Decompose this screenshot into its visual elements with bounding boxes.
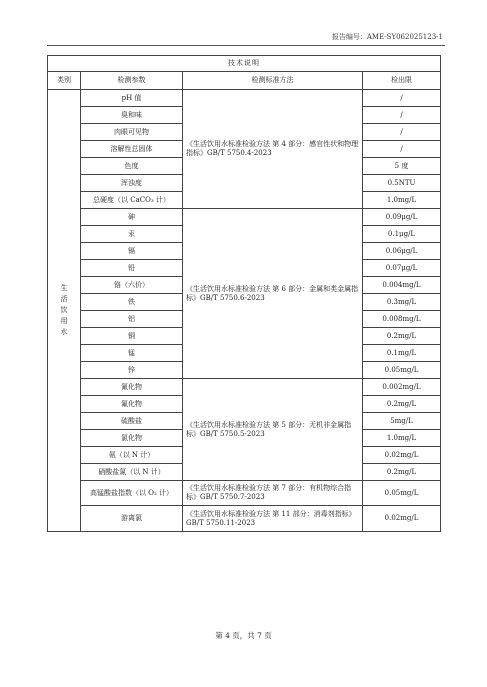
- limit-cell: 0.02mg/L: [363, 506, 441, 532]
- parameter-cell: 汞: [81, 226, 183, 243]
- limit-cell: 0.07μg/L: [363, 260, 441, 277]
- parameter-cell: 色度: [81, 158, 183, 175]
- parameter-cell: 氟化物: [81, 396, 183, 413]
- limit-cell: /: [363, 107, 441, 124]
- category-label: 生活饮用水: [60, 284, 68, 336]
- parameter-cell: 砷: [81, 209, 183, 226]
- limit-cell: 0.1μg/L: [363, 226, 441, 243]
- limit-cell: 1.0mg/L: [363, 430, 441, 447]
- limit-cell: 0.002mg/L: [363, 379, 441, 396]
- table-row: [48, 506, 441, 532]
- table-body: [48, 90, 441, 532]
- header-rule: [47, 45, 445, 46]
- header-limit: 检出限: [363, 72, 441, 90]
- method-cell: 《生活饮用水标准检验方法 第 5 部分：无机非金属指标》GB/T 5750.5-2023: [183, 379, 363, 481]
- limit-cell: /: [363, 90, 441, 107]
- table-title-row: [48, 56, 441, 72]
- limit-cell: 0.008mg/L: [363, 311, 441, 328]
- table-row: [48, 209, 441, 226]
- parameter-cell: 硝酸盐氮（以 N 计）: [81, 464, 183, 481]
- limit-cell: 0.09μg/L: [363, 209, 441, 226]
- header-category: 类别: [48, 72, 81, 90]
- parameter-cell: 铁: [81, 294, 183, 311]
- header-method: 检测标准方法: [183, 72, 363, 90]
- category-cell: [48, 90, 81, 532]
- method-cell: 《生活饮用水标准检验方法 第 7 部分：有机物综合指标》GB/T 5750.7-2023: [183, 481, 363, 506]
- parameter-cell: 氯化物: [81, 430, 183, 447]
- limit-cell: 0.05mg/L: [363, 481, 441, 506]
- parameter-cell: 高锰酸盐指数（以 O₂ 计）: [81, 481, 183, 506]
- parameter-cell: 铅: [81, 260, 183, 277]
- limit-cell: 0.1mg/L: [363, 345, 441, 362]
- parameter-cell: 铬（六价）: [81, 277, 183, 294]
- method-cell: 《生活饮用水标准检验方法 第 11 部分：消毒剂指标》GB/T 5750.11-2023: [183, 506, 363, 532]
- technical-spec-table: [47, 55, 441, 532]
- limit-cell: /: [363, 141, 441, 158]
- limit-cell: 0.06μg/L: [363, 243, 441, 260]
- parameter-cell: 游离氯: [81, 506, 183, 532]
- limit-cell: 1.0mg/L: [363, 192, 441, 209]
- limit-cell: 0.2mg/L: [363, 396, 441, 413]
- table-row: [48, 481, 441, 506]
- method-cell: 《生活饮用水标准检验方法 第 4 部分：感官性状和物理指标》GB/T 5750.4-2023: [183, 90, 363, 209]
- table-title: 技术说明: [48, 56, 441, 72]
- parameter-cell: 铜: [81, 328, 183, 345]
- limit-cell: 0.2mg/L: [363, 328, 441, 345]
- parameter-cell: 浑浊度: [81, 175, 183, 192]
- table-row: [48, 379, 441, 396]
- parameter-cell: 总硬度（以 CaCO₃ 计）: [81, 192, 183, 209]
- parameter-cell: 肉眼可见物: [81, 124, 183, 141]
- limit-cell: 0.004mg/L: [363, 277, 441, 294]
- parameter-cell: 镉: [81, 243, 183, 260]
- parameter-cell: 硫酸盐: [81, 413, 183, 430]
- parameter-cell: 臭和味: [81, 107, 183, 124]
- limit-cell: 0.3mg/L: [363, 294, 441, 311]
- parameter-cell: pH 值: [81, 90, 183, 107]
- limit-cell: 0.05mg/L: [363, 362, 441, 379]
- report-number: 报告编号：AME-SY062025123-1: [331, 33, 443, 41]
- table-row: [48, 90, 441, 107]
- parameter-cell: 氰化物: [81, 379, 183, 396]
- limit-cell: 0.02mg/L: [363, 447, 441, 464]
- page-footer: 第 4 页，共 7 页: [215, 631, 272, 640]
- limit-cell: /: [363, 124, 441, 141]
- header-parameter: 检测参数: [81, 72, 183, 90]
- parameter-cell: 氨（以 N 计）: [81, 447, 183, 464]
- limit-cell: 5 度: [363, 158, 441, 175]
- parameter-cell: 铝: [81, 311, 183, 328]
- limit-cell: 0.5NTU: [363, 175, 441, 192]
- table-header-row: [48, 72, 441, 90]
- method-cell: 《生活饮用水标准检验方法 第 6 部分：金属和类金属指标》GB/T 5750.6-2023: [183, 209, 363, 379]
- limit-cell: 0.2mg/L: [363, 464, 441, 481]
- parameter-cell: 锌: [81, 362, 183, 379]
- parameter-cell: 锰: [81, 345, 183, 362]
- limit-cell: 5mg/L: [363, 413, 441, 430]
- parameter-cell: 溶解性总固体: [81, 141, 183, 158]
